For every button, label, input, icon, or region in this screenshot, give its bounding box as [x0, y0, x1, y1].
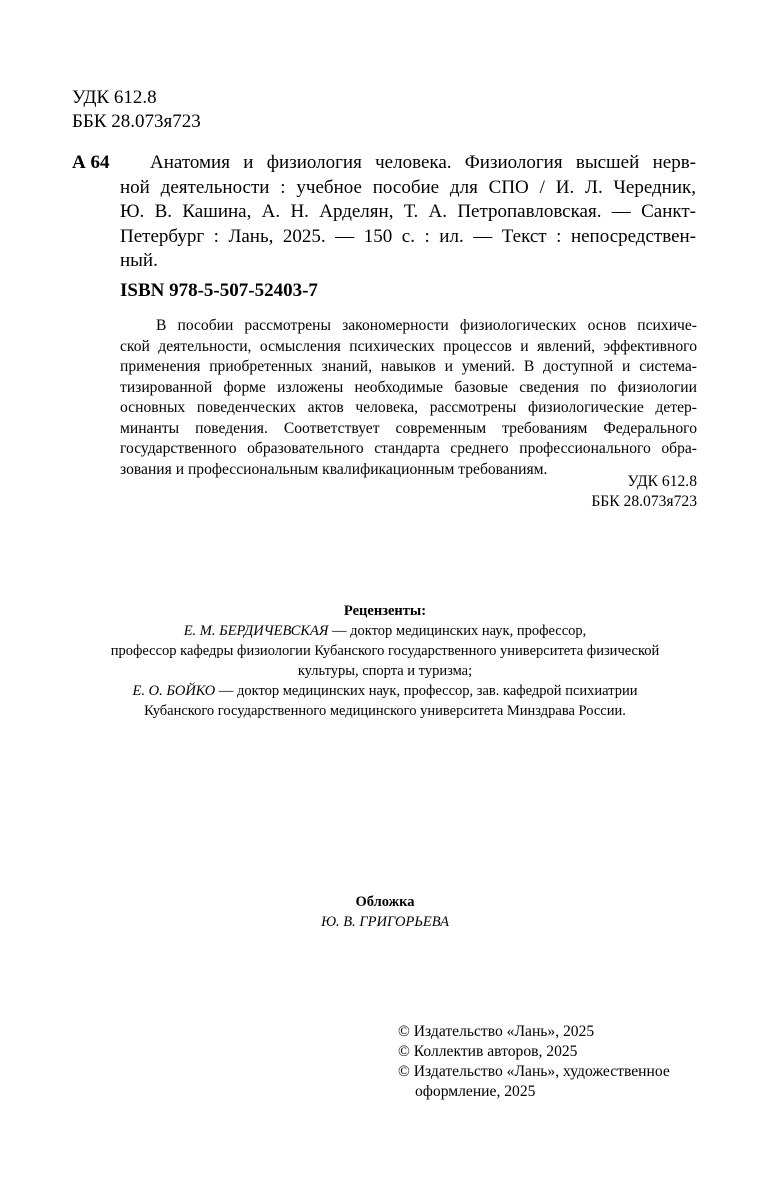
abstract-line: государственного образовательного стандарта среднего профессионального обра-: [120, 440, 697, 457]
copyright-design: © Издательство «Лань», художественное: [398, 1063, 670, 1080]
abstract: [120, 316, 697, 480]
bbk-code-bottom: ББК 28.073я723: [591, 493, 697, 510]
copyright-block: [398, 1022, 718, 1102]
abstract-line: тизированной форме изложены необходимые базовые сведения по физиологии: [120, 378, 697, 396]
reviewer-2-credentials: — доктор медицинских наук, профессор, зав. кафедрой психиатрии: [215, 683, 638, 699]
bibliographic-description: [120, 151, 696, 274]
bbk-code: ББК 28.073я723: [72, 111, 201, 132]
abstract-line: В пособии рассмотрены закономерности физиологических основ психиче-: [156, 317, 697, 334]
udk-code-bottom: УДК 612.8: [627, 473, 697, 490]
biblio-line: Петербург : Лань, 2025. — 150 с. : ил. — Текст : непосредствен-: [120, 225, 696, 247]
copyright-publisher: © Издательство «Лань», 2025: [398, 1023, 595, 1040]
abstract-line: зования и профессиональным квалификационным требованиям.: [120, 460, 548, 478]
biblio-line: Анатомия и физиология человека. Физиология высшей нерв-: [150, 152, 696, 173]
cover-heading: Обложка: [355, 894, 415, 910]
udc-header-block: [72, 86, 201, 134]
biblio-line: ной деятельности : учебное пособие для СПО / И. Л. Чередник,: [120, 176, 696, 198]
reviewer-1-credentials: — доктор медицинских наук, профессор,: [328, 623, 587, 639]
reviewer-2: [100, 681, 670, 701]
copyright-authors: © Коллектив авторов, 2025: [398, 1043, 578, 1060]
biblio-line: ный.: [120, 250, 158, 272]
reviewer-1-affiliation-cont: культуры, спорта и туризма;: [297, 663, 473, 679]
cover-credit: [200, 892, 570, 932]
abstract-line: минанты поведения. Соответствует современным требованиям Федерального: [120, 419, 697, 437]
udc-footer-block: [520, 472, 697, 512]
author-mark: А 64: [72, 152, 110, 173]
reviewer-1: [100, 621, 670, 641]
reviewers-block: [100, 601, 670, 721]
reviewer-2-affiliation: Кубанского государственного медицинского университета Минздрава России.: [144, 703, 626, 719]
reviewers-heading: Рецензенты:: [343, 603, 427, 619]
copyright-design-cont: оформление, 2025: [415, 1083, 536, 1100]
udk-code: УДК 612.8: [72, 87, 157, 108]
biblio-line: Ю. В. Кашина, А. Н. Арделян, Т. А. Петропавловская. — Санкт-: [120, 201, 696, 223]
reviewer-2-name: Е. О. БОЙКО: [132, 683, 216, 699]
reviewer-1-affiliation: профессор кафедры физиологии Кубанского государственного университета физической: [110, 643, 660, 659]
abstract-line: применения приобретенных знаний, навыков и умений. В доступной и система-: [120, 358, 697, 375]
reviewer-1-name: Е. М. БЕРДИЧЕВСКАЯ: [183, 623, 329, 639]
abstract-line: основных поведенческих актов человека, рассмотрены физиологические детер-: [120, 399, 697, 416]
isbn: ISBN 978-5-507-52403-7: [120, 280, 318, 301]
abstract-line: ской деятельности, осмысления психических процессов и явлений, эффективного: [120, 337, 697, 355]
cover-designer: Ю. В. ГРИГОРЬЕВА: [321, 914, 449, 930]
